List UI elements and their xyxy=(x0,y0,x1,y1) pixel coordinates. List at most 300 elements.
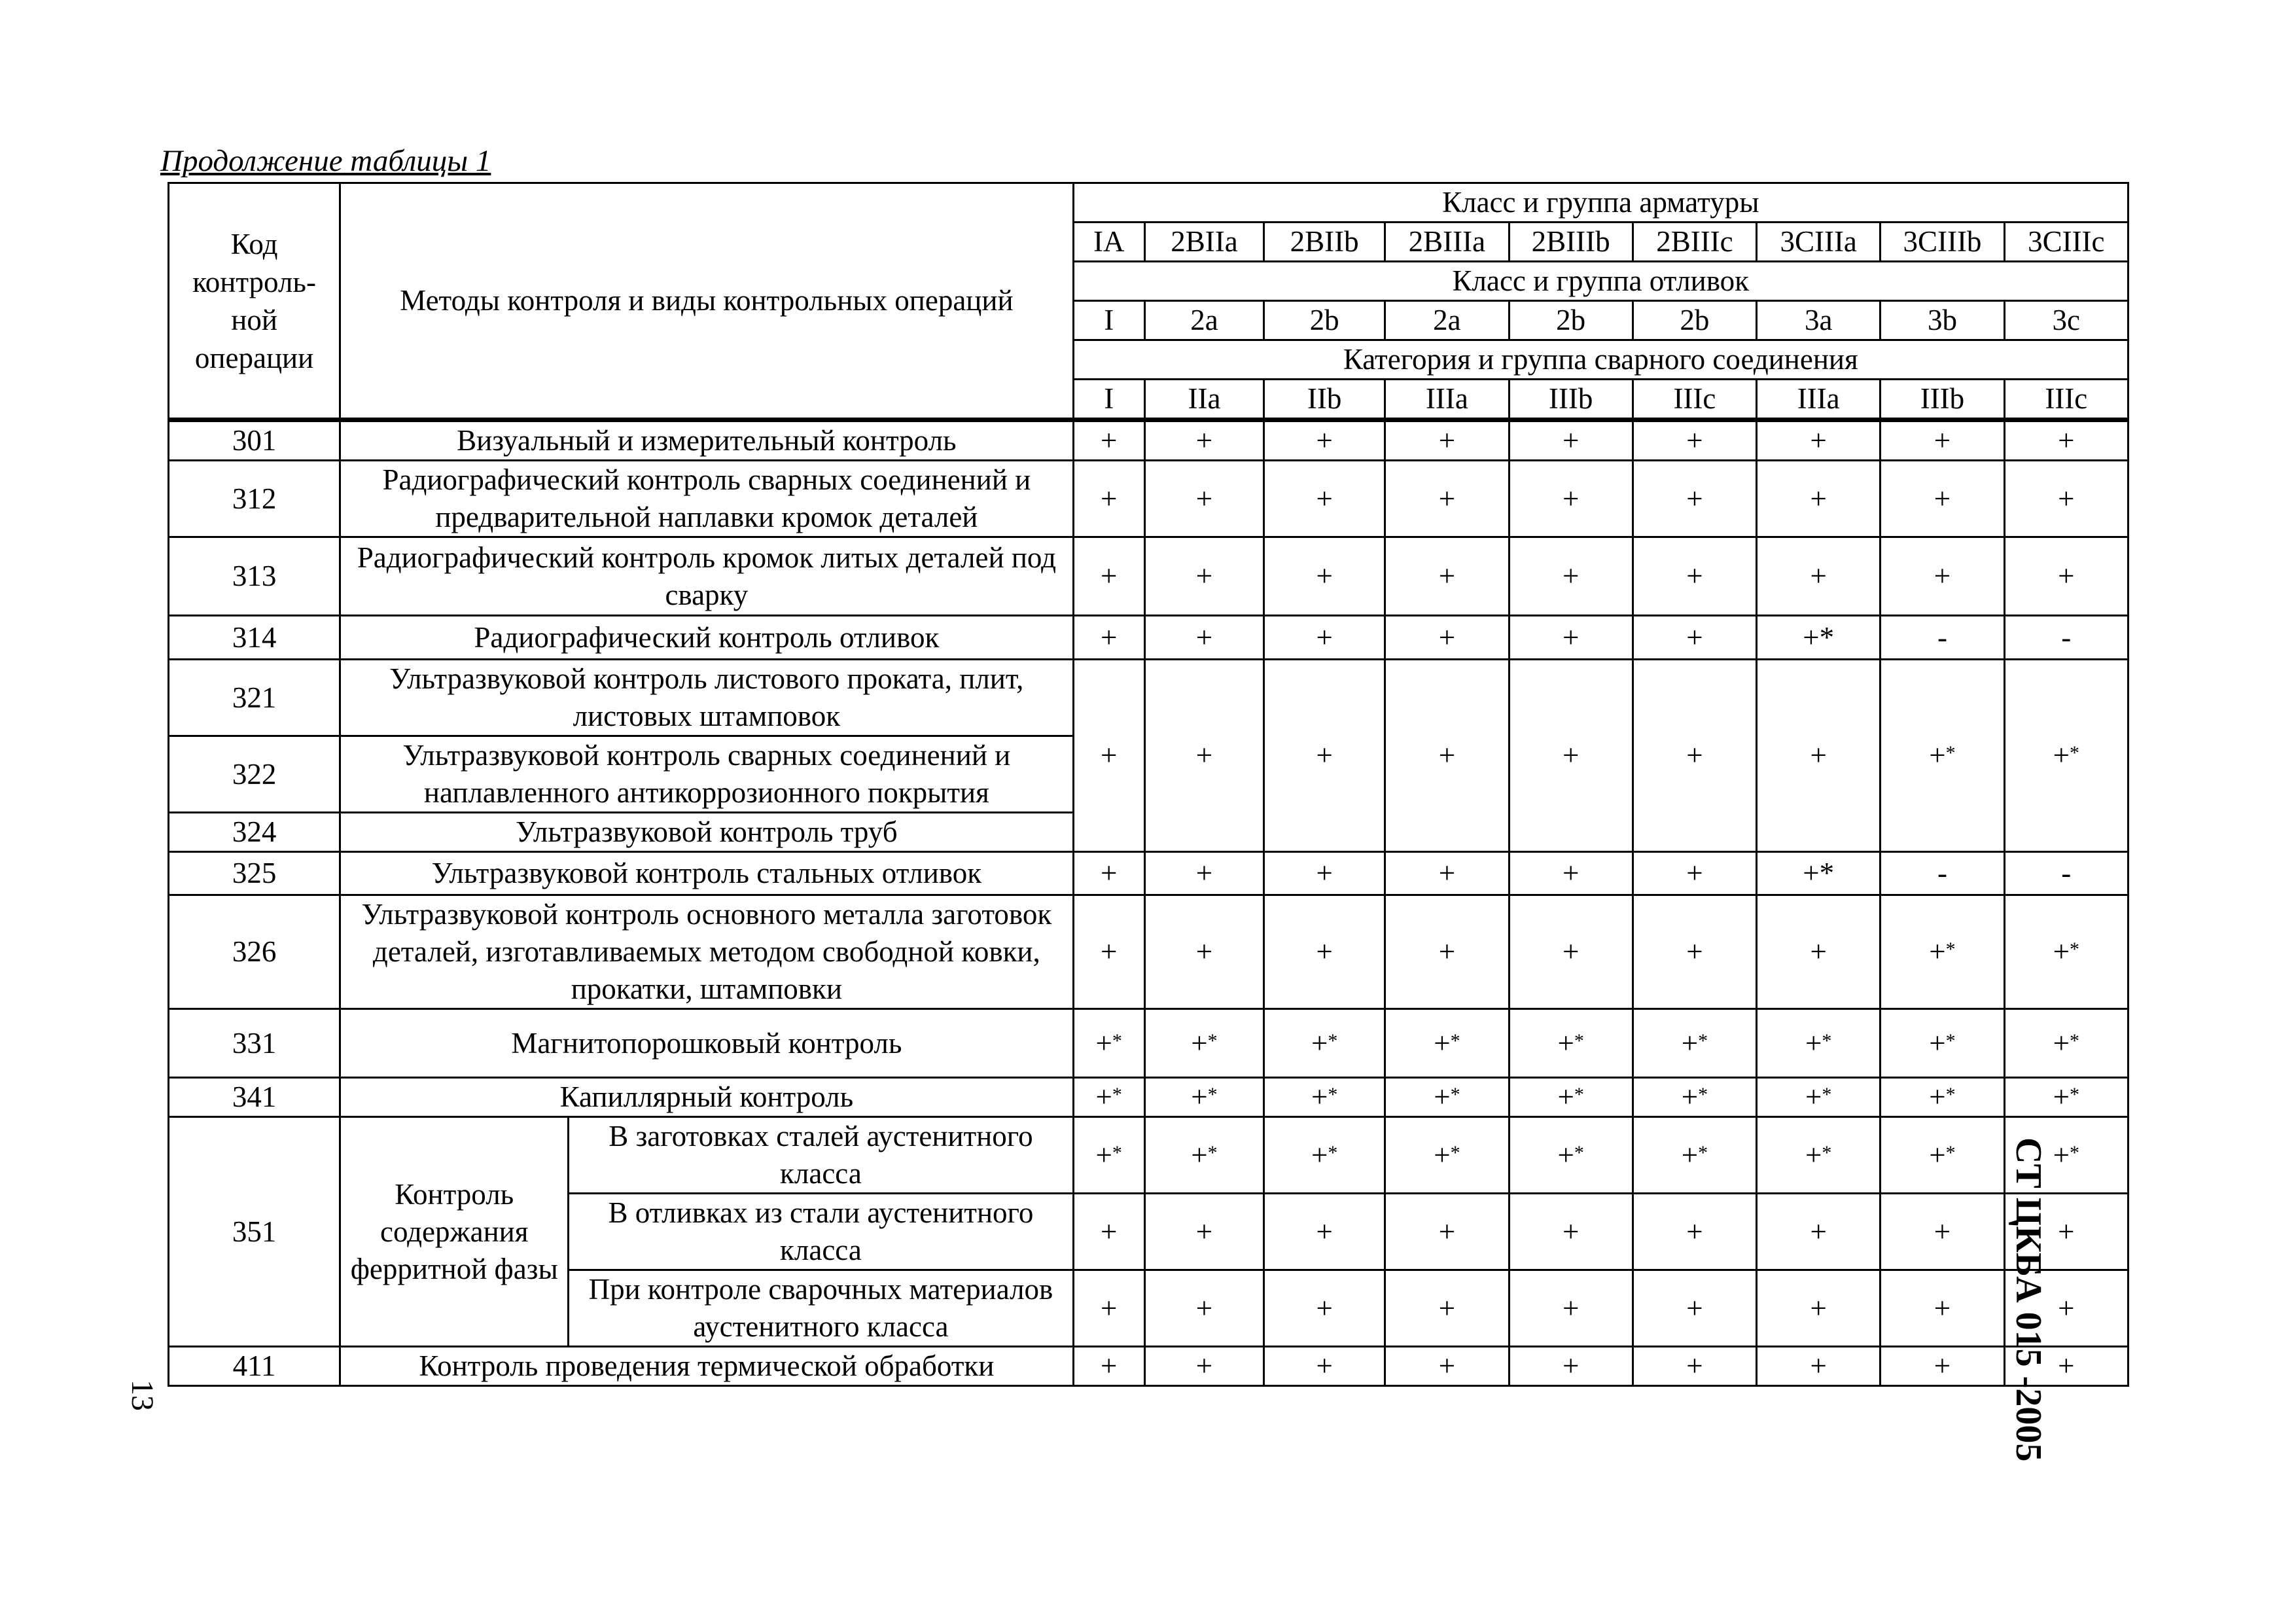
operation-code: 321 xyxy=(169,660,340,736)
value-mark: + xyxy=(1311,1080,1328,1113)
footnote-mark: * xyxy=(1945,1029,1956,1052)
value-cell xyxy=(1881,1117,2004,1194)
method-name: Ультразвуковой контроль основного металла заготовок деталей, изготавливаемых методом свободной ковки, прокатки, штамповки xyxy=(340,895,1073,1009)
footnote-mark: * xyxy=(2069,1084,2079,1105)
header-casting-cell: 2b xyxy=(1509,301,1633,340)
value-mark: + xyxy=(1438,482,1456,515)
value-mark: + xyxy=(2053,1026,2070,1060)
value-cell xyxy=(1073,420,1144,461)
value-mark: + xyxy=(1562,560,1580,592)
value-cell xyxy=(1881,420,2004,461)
value-mark: + xyxy=(1929,1080,1946,1113)
value-mark: + xyxy=(1562,739,1580,772)
value-cell xyxy=(1881,1009,2004,1078)
method-name: Магнитопорошковый контроль xyxy=(340,1009,1073,1078)
page-number: 13 xyxy=(125,1380,160,1411)
operation-code: 312 xyxy=(169,461,340,537)
value-mark: + xyxy=(1562,1215,1580,1248)
value-mark: + xyxy=(1438,1215,1456,1248)
footnote-mark: * xyxy=(1112,1029,1122,1052)
value-mark: + xyxy=(1562,424,1580,457)
value-mark: + xyxy=(1686,482,1703,515)
value-cell xyxy=(1264,895,1385,1009)
table-row xyxy=(169,461,2128,537)
value-cell xyxy=(2004,420,2128,461)
value-cell xyxy=(2004,852,2128,895)
value-mark: + xyxy=(1311,1026,1328,1060)
value-cell xyxy=(1385,1270,1509,1347)
value-mark: + xyxy=(1934,1215,1951,1248)
value-mark: + xyxy=(1195,1349,1213,1382)
value-mark: + xyxy=(1095,1026,1112,1060)
value-cell xyxy=(1264,660,1385,852)
footnote-mark: * xyxy=(2069,938,2079,960)
footnote-mark: * xyxy=(1328,1084,1338,1105)
value-cell xyxy=(1509,1347,1633,1386)
value-cell xyxy=(1633,1347,1756,1386)
sub-method-name: При контроле сварочных материалов аустенитного класса xyxy=(569,1270,1073,1347)
header-casting-cell: 3c xyxy=(2004,301,2128,340)
header-casting-cell: 2b xyxy=(1633,301,1756,340)
table-row xyxy=(169,1078,2128,1117)
value-mark: + xyxy=(1195,739,1213,772)
value-cell xyxy=(1881,537,2004,616)
value-mark: + xyxy=(1562,935,1580,968)
value-mark: + xyxy=(1095,1080,1112,1113)
table-row xyxy=(169,420,2128,461)
header-weld-cell: I xyxy=(1073,380,1144,420)
value-cell xyxy=(2004,660,2128,852)
value-cell xyxy=(1509,537,1633,616)
value-mark: + xyxy=(1316,620,1333,654)
table-row xyxy=(169,1117,2128,1194)
value-mark: + xyxy=(1095,1138,1112,1171)
value-cell xyxy=(1144,660,1263,852)
value-mark: - xyxy=(2061,620,2072,654)
value-mark: + xyxy=(1438,935,1456,968)
value-cell xyxy=(1073,461,1144,537)
value-mark: + xyxy=(1805,1026,1822,1060)
operation-code: 314 xyxy=(169,616,340,660)
value-cell xyxy=(1881,1078,2004,1117)
value-cell xyxy=(1385,1009,1509,1078)
value-cell xyxy=(1509,1270,1633,1347)
value-mark: + xyxy=(2058,1291,2075,1325)
value-cell xyxy=(1264,461,1385,537)
value-cell xyxy=(1757,1270,1881,1347)
value-cell xyxy=(1881,895,2004,1009)
value-mark: + xyxy=(1101,857,1118,889)
value-mark: + xyxy=(2058,482,2075,515)
footnote-mark: * xyxy=(1207,1084,1218,1105)
value-cell xyxy=(1757,1347,1881,1386)
value-cell xyxy=(1264,420,1385,461)
value-mark: + xyxy=(1810,739,1827,772)
value-cell xyxy=(1633,1009,1756,1078)
value-cell xyxy=(1385,1078,1509,1117)
value-cell xyxy=(1073,616,1144,660)
header-armature-cell: 2BIIa xyxy=(1144,223,1263,262)
value-cell xyxy=(1264,1270,1385,1347)
value-mark: + xyxy=(1101,620,1118,654)
value-cell xyxy=(1881,461,2004,537)
footnote-mark: * xyxy=(1574,1141,1584,1164)
value-cell xyxy=(1757,1078,1881,1117)
header-armature-cell: 3CIIIa xyxy=(1757,223,1881,262)
header-weld-cell: IIIb xyxy=(1881,380,2004,420)
value-cell xyxy=(1144,1078,1263,1117)
value-mark: + xyxy=(1810,1215,1827,1248)
value-mark: + xyxy=(1434,1138,1451,1171)
value-cell xyxy=(1144,420,1263,461)
header-armature-title: Класс и группа арматуры xyxy=(1073,183,2128,223)
footnote-mark: * xyxy=(1450,1029,1460,1052)
value-cell xyxy=(1385,420,1509,461)
value-cell xyxy=(1144,1117,1263,1194)
value-mark: + xyxy=(1805,1080,1822,1113)
header-casting-cell: 3a xyxy=(1757,301,1881,340)
footnote-mark: * xyxy=(1328,1141,1338,1164)
value-mark: + xyxy=(1438,1291,1456,1325)
value-cell xyxy=(1264,537,1385,616)
value-cell xyxy=(1144,1270,1263,1347)
value-cell xyxy=(1633,895,1756,1009)
footnote-mark: * xyxy=(1450,1141,1460,1164)
value-mark: + xyxy=(2053,1138,2070,1171)
method-name: Радиографический контроль сварных соединений и предварительной наплавки кромок деталей xyxy=(340,461,1073,537)
control-methods-table xyxy=(168,182,2129,1387)
value-mark: + xyxy=(1562,1291,1580,1325)
value-cell xyxy=(1073,852,1144,895)
table-caption: Продолжение таблицы 1 xyxy=(160,144,491,178)
group-label: Контроль содержания ферритной фазы xyxy=(340,1117,569,1347)
value-mark: + xyxy=(1191,1026,1208,1060)
value-mark: + xyxy=(1929,935,1946,968)
value-mark: - xyxy=(1937,857,1947,889)
value-cell xyxy=(1144,461,1263,537)
value-mark: + xyxy=(1934,424,1951,457)
method-name: Капиллярный контроль xyxy=(340,1078,1073,1117)
header-casting-cell: 2a xyxy=(1385,301,1509,340)
value-cell xyxy=(1385,616,1509,660)
value-cell xyxy=(1633,537,1756,616)
value-mark: + xyxy=(1686,1291,1703,1325)
value-cell xyxy=(1073,1078,1144,1117)
value-cell xyxy=(1264,1117,1385,1194)
sub-method-name: В заготовках сталей аустенитного класса xyxy=(569,1117,1073,1194)
value-mark: + xyxy=(1681,1080,1699,1113)
table-row xyxy=(169,895,2128,1009)
value-cell xyxy=(1264,1009,1385,1078)
value-cell xyxy=(1073,1117,1144,1194)
value-cell xyxy=(1757,852,1881,895)
value-mark: + xyxy=(1686,424,1703,457)
value-cell xyxy=(1633,1078,1756,1117)
footnote-mark: * xyxy=(1112,1084,1122,1105)
value-mark: + xyxy=(1810,560,1827,592)
value-mark: + xyxy=(1438,857,1456,889)
value-mark: + xyxy=(2058,560,2075,592)
operation-code: 351 xyxy=(169,1117,340,1347)
value-mark: + xyxy=(1686,1215,1703,1248)
footnote-mark: * xyxy=(1945,1084,1956,1105)
value-cell xyxy=(1385,461,1509,537)
value-cell xyxy=(1509,461,1633,537)
value-mark: + xyxy=(1557,1138,1574,1171)
value-mark: + xyxy=(1686,935,1703,968)
method-name: Контроль проведения термической обработки xyxy=(340,1347,1073,1386)
value-mark: + xyxy=(1681,1138,1699,1171)
header-method: Методы контроля и виды контрольных операций xyxy=(340,183,1073,420)
operation-code: 313 xyxy=(169,537,340,616)
value-mark: + xyxy=(1191,1080,1208,1113)
value-cell xyxy=(1633,660,1756,852)
value-cell xyxy=(1633,616,1756,660)
value-cell xyxy=(1757,660,1881,852)
header-weld-cell: IIIa xyxy=(1385,380,1509,420)
value-mark: + xyxy=(1101,935,1118,968)
value-mark: + xyxy=(1101,739,1118,772)
header-weld-cell: IIb xyxy=(1264,380,1385,420)
header-weld-title: Категория и группа сварного соединения xyxy=(1073,340,2128,380)
footnote-mark: * xyxy=(2069,1029,2079,1052)
footnote-mark: * xyxy=(1698,1141,1708,1164)
value-mark: + xyxy=(1810,935,1827,968)
value-mark: + xyxy=(1562,1349,1580,1382)
value-mark: + xyxy=(1101,560,1118,592)
value-cell xyxy=(1144,1009,1263,1078)
value-mark: +* xyxy=(1803,620,1835,654)
value-mark: + xyxy=(1562,620,1580,654)
value-cell xyxy=(2004,461,2128,537)
method-name: Визуальный и измерительный контроль xyxy=(340,420,1073,461)
footnote-mark: * xyxy=(1574,1029,1584,1052)
value-mark: + xyxy=(2058,1215,2075,1248)
value-cell xyxy=(1144,616,1263,660)
value-mark: + xyxy=(1316,424,1333,457)
footnote-mark: * xyxy=(1112,1141,1122,1164)
table-row xyxy=(169,660,2128,736)
value-cell xyxy=(1757,537,1881,616)
value-mark: + xyxy=(1316,560,1333,592)
value-mark: + xyxy=(1195,560,1213,592)
value-mark: - xyxy=(2061,857,2072,889)
header-castings-title: Класс и группа отливок xyxy=(1073,262,2128,301)
value-cell xyxy=(1633,420,1756,461)
value-cell xyxy=(1264,616,1385,660)
value-mark: + xyxy=(1191,1138,1208,1171)
footnote-mark: * xyxy=(1822,1084,1832,1105)
value-mark: + xyxy=(1686,739,1703,772)
value-mark: + xyxy=(2053,935,2070,968)
value-mark: + xyxy=(1810,1291,1827,1325)
value-mark: + xyxy=(1195,1215,1213,1248)
value-mark: + xyxy=(1311,1138,1328,1171)
method-name: Ультразвуковой контроль стальных отливок xyxy=(340,852,1073,895)
value-cell xyxy=(1633,1194,1756,1270)
value-cell xyxy=(1509,420,1633,461)
value-cell xyxy=(1757,420,1881,461)
value-mark: + xyxy=(1686,620,1703,654)
footnote-mark: * xyxy=(1207,1029,1218,1052)
value-cell xyxy=(1073,895,1144,1009)
value-mark: + xyxy=(1934,482,1951,515)
value-mark: + xyxy=(1810,424,1827,457)
value-mark: + xyxy=(1101,1291,1118,1325)
method-name: Ультразвуковой контроль листового проката, плит, листовых штамповок xyxy=(340,660,1073,736)
header-weld-cell: IIIc xyxy=(1633,380,1756,420)
header-armature-cell: 2BIIIc xyxy=(1633,223,1756,262)
header-armature-cell: 2BIIIa xyxy=(1385,223,1509,262)
value-mark: + xyxy=(1438,560,1456,592)
value-cell xyxy=(1385,1347,1509,1386)
value-mark: - xyxy=(1937,620,1947,654)
value-cell xyxy=(1633,461,1756,537)
value-cell xyxy=(1509,1009,1633,1078)
value-cell xyxy=(1073,660,1144,852)
operation-code: 331 xyxy=(169,1009,340,1078)
footnote-mark: * xyxy=(1450,1084,1460,1105)
table-row xyxy=(169,1347,2128,1386)
header-weld-cell: IIIc xyxy=(2004,380,2128,420)
operation-code: 341 xyxy=(169,1078,340,1117)
operation-code: 411 xyxy=(169,1347,340,1386)
footnote-mark: * xyxy=(1698,1029,1708,1052)
value-cell xyxy=(1264,1194,1385,1270)
value-mark: + xyxy=(1805,1138,1822,1171)
value-cell xyxy=(1073,1270,1144,1347)
value-mark: + xyxy=(1316,1215,1333,1248)
value-cell xyxy=(1509,852,1633,895)
header-casting-cell: 2a xyxy=(1144,301,1263,340)
value-mark: + xyxy=(1438,620,1456,654)
value-mark: + xyxy=(1101,482,1118,515)
table-row xyxy=(169,537,2128,616)
footnote-mark: * xyxy=(1822,1141,1832,1164)
value-cell xyxy=(2004,1009,2128,1078)
value-cell xyxy=(1633,1270,1756,1347)
value-cell xyxy=(2004,537,2128,616)
value-cell xyxy=(1073,1009,1144,1078)
value-mark: + xyxy=(1195,1291,1213,1325)
value-mark: + xyxy=(1434,1080,1451,1113)
value-cell xyxy=(1073,1194,1144,1270)
header-code: Код контроль-ной операции xyxy=(169,183,340,420)
value-mark: + xyxy=(1195,935,1213,968)
value-cell xyxy=(1264,1347,1385,1386)
header-armature-cell: 3CIIIb xyxy=(1881,223,2004,262)
value-cell xyxy=(1385,660,1509,852)
value-mark: + xyxy=(1438,1349,1456,1382)
value-mark: + xyxy=(1434,1026,1451,1060)
value-cell xyxy=(1144,1347,1263,1386)
value-cell xyxy=(1509,616,1633,660)
header-weld-cell: IIa xyxy=(1144,380,1263,420)
table-row xyxy=(169,1009,2128,1078)
footnote-mark: * xyxy=(1945,742,1956,764)
value-mark: + xyxy=(1934,1291,1951,1325)
footnote-mark: * xyxy=(2069,742,2079,764)
value-mark: + xyxy=(1557,1080,1574,1113)
value-cell xyxy=(1144,852,1263,895)
header-armature-cell: 2BIIIb xyxy=(1509,223,1633,262)
value-mark: + xyxy=(1557,1026,1574,1060)
value-cell xyxy=(1881,1270,2004,1347)
value-cell xyxy=(1144,895,1263,1009)
method-name: Ультразвуковой контроль сварных соединений и наплавленного антикоррозионного покрытия xyxy=(340,736,1073,813)
value-cell xyxy=(1509,1078,1633,1117)
value-mark: + xyxy=(1316,1349,1333,1382)
operation-code: 301 xyxy=(169,420,340,461)
table-row xyxy=(169,616,2128,660)
header-armature-cell: 3CIIIc xyxy=(2004,223,2128,262)
value-mark: + xyxy=(1929,1026,1946,1060)
footnote-mark: * xyxy=(1698,1084,1708,1105)
method-name: Радиографический контроль кромок литых деталей под сварку xyxy=(340,537,1073,616)
value-cell xyxy=(1881,1194,2004,1270)
value-mark: + xyxy=(2058,1349,2075,1382)
value-mark: + xyxy=(1686,560,1703,592)
value-mark: + xyxy=(2053,739,2070,772)
value-cell xyxy=(1881,852,2004,895)
header-weld-cell: IIIa xyxy=(1757,380,1881,420)
value-cell xyxy=(1757,1009,1881,1078)
value-mark: + xyxy=(1562,482,1580,515)
header-weld-cell: IIIb xyxy=(1509,380,1633,420)
value-cell xyxy=(1757,461,1881,537)
value-cell xyxy=(1385,895,1509,1009)
value-cell xyxy=(1385,1194,1509,1270)
method-name: Ультразвуковой контроль труб xyxy=(340,813,1073,852)
value-cell xyxy=(1881,660,2004,852)
value-cell xyxy=(1385,1117,1509,1194)
value-mark: + xyxy=(1316,482,1333,515)
value-mark: + xyxy=(1686,1349,1703,1382)
value-mark: + xyxy=(1101,1215,1118,1248)
value-mark: + xyxy=(2053,1080,2070,1113)
value-mark: + xyxy=(1316,739,1333,772)
value-mark: + xyxy=(1195,424,1213,457)
value-cell xyxy=(1881,1347,2004,1386)
value-cell xyxy=(1757,1117,1881,1194)
table-row xyxy=(169,852,2128,895)
value-mark: + xyxy=(1195,620,1213,654)
value-mark: + xyxy=(1101,424,1118,457)
value-cell xyxy=(1264,1078,1385,1117)
footnote-mark: * xyxy=(1328,1029,1338,1052)
value-cell xyxy=(1757,616,1881,660)
operation-code: 322 xyxy=(169,736,340,813)
value-mark: + xyxy=(1438,424,1456,457)
footnote-mark: * xyxy=(1574,1084,1584,1105)
value-cell xyxy=(1144,1194,1263,1270)
value-cell xyxy=(2004,1078,2128,1117)
value-cell xyxy=(1881,616,2004,660)
value-mark: + xyxy=(1195,482,1213,515)
footnote-mark: * xyxy=(1207,1141,1218,1164)
operation-code: 326 xyxy=(169,895,340,1009)
value-cell xyxy=(1509,1117,1633,1194)
footnote-mark: * xyxy=(2069,1141,2079,1164)
value-cell xyxy=(2004,616,2128,660)
header-casting-cell: 2b xyxy=(1264,301,1385,340)
value-mark: + xyxy=(1316,1291,1333,1325)
value-cell xyxy=(1509,660,1633,852)
header-casting-cell: I xyxy=(1073,301,1144,340)
value-cell xyxy=(1509,895,1633,1009)
value-mark: + xyxy=(1929,1138,1946,1171)
operation-code: 324 xyxy=(169,813,340,852)
